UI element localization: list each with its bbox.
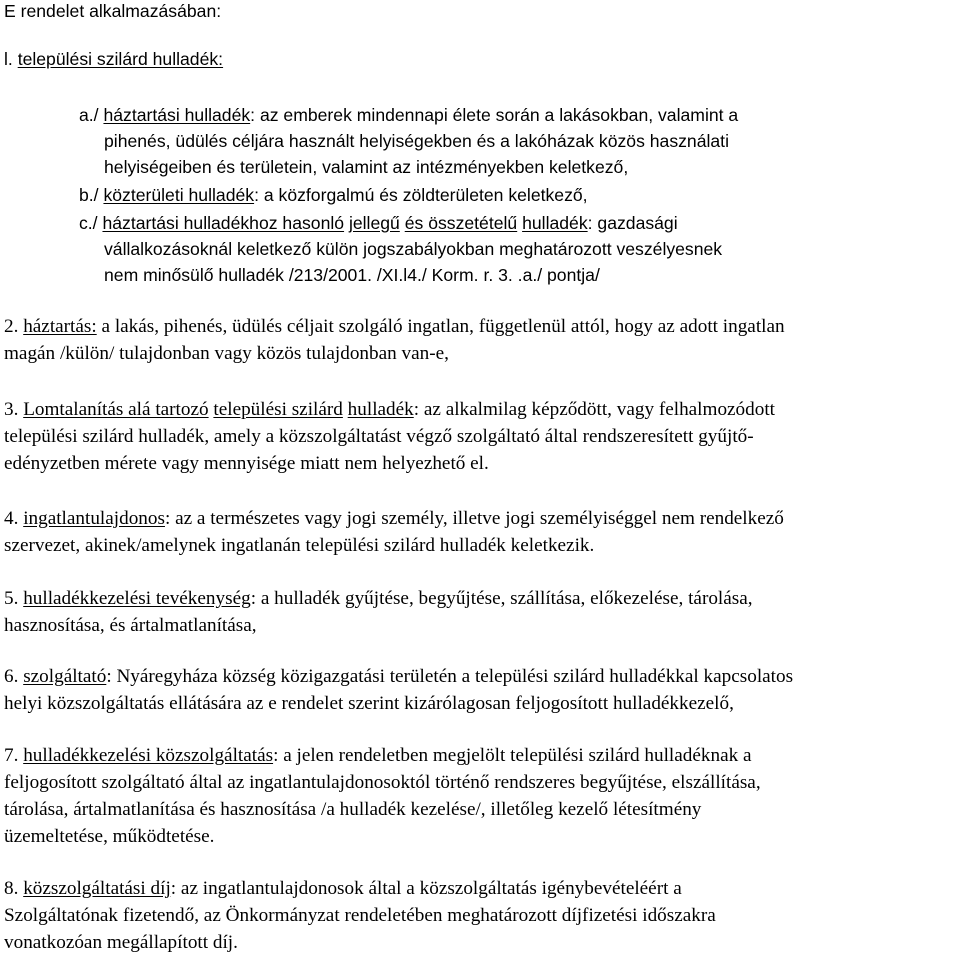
- section-3-term: települési szilárd: [213, 399, 343, 420]
- section-6-text: : Nyáregyháza község közigazgatási területén a települési szilárd hulladékkal kapcsolatos: [106, 666, 794, 687]
- section-6-line-1: [4, 664, 793, 690]
- intro-text: E rendelet alkalmazásában:: [4, 1, 222, 21]
- section-4-term: ingatlantulajdonos: [23, 508, 165, 529]
- section-4-line-1: [4, 506, 784, 532]
- section-5-line-1: [4, 586, 753, 612]
- item-c-term: jellegű: [348, 213, 400, 233]
- section-3-text: települési szilárd hulladék, amely a közszolgáltatást végző szolgáltató által rendszeresített gyűjtő-: [4, 426, 754, 447]
- item-a-line-1: [79, 102, 738, 128]
- section-2-term: háztartás:: [23, 316, 97, 337]
- item-c-text: nem minősülő hulladék /213/2001. /XI.l4./ Korm. r. 3. .a./ pontja/: [104, 265, 600, 285]
- item-a-text: : az emberek mindennapi élete során a lakásokban, valamint a: [250, 105, 739, 125]
- section-6-line-2: [4, 691, 734, 717]
- section-2-line-1: [4, 314, 785, 340]
- item-b-prefix: b./: [79, 185, 99, 205]
- section-3-line-3: [4, 451, 489, 477]
- item-a-term: háztartási hulladék: [103, 105, 251, 125]
- section-7-text: üzemeltetése, működtetése.: [4, 826, 215, 847]
- section-6-text: helyi közszolgáltatás ellátására az e rendelet szerint kizárólagosan feljogosított hulladékkezelő,: [4, 693, 734, 714]
- item-b-text: : a közforgalmú és zöldterületen keletkező,: [254, 185, 588, 205]
- section-7-line-3: [4, 797, 701, 823]
- section-3-line-1: [4, 397, 775, 423]
- item-c-line-1: [79, 210, 678, 236]
- section-4-text: szervezet, akinek/amelynek ingatlanán települési szilárd hulladék keletkezik.: [4, 535, 595, 556]
- section-4-number: 4.: [4, 508, 19, 529]
- section-7-line-2: [4, 770, 761, 796]
- item-a-line-2: [104, 128, 729, 154]
- section-7-line-4: [4, 824, 214, 850]
- section-7-text: : a jelen rendeletben megjelölt települési szilárd hulladéknak a: [273, 745, 752, 766]
- section-3-text: : az alkalmilag képződött, vagy felhalmozódott: [413, 399, 775, 420]
- section-2-text: magán /külön/ tulajdonban vagy közös tulajdonban van-e,: [4, 343, 449, 364]
- item-b-term: közterületi hulladék: [103, 185, 255, 205]
- item-c-line-2: [104, 236, 722, 262]
- section-2-text: a lakás, pihenés, üdülés céljait szolgáló ingatlan, függetlenül attól, hogy az adott ingatlan: [96, 316, 785, 337]
- section-1-heading: [4, 46, 223, 72]
- section-3-term: hulladék: [347, 399, 414, 420]
- section-5-line-2: [4, 613, 257, 639]
- section-5-term: hulladékkezelési tevékenység: [23, 588, 251, 609]
- section-3-text: edényzetben mérete vagy mennyisége miatt nem helyezhető el.: [4, 453, 489, 474]
- section-5-text: hasznosítása, és ártalmatlanítása,: [4, 615, 257, 636]
- item-b-line: [79, 182, 588, 208]
- item-a-prefix: a./: [79, 105, 99, 125]
- section-6-term: szolgáltató: [23, 666, 107, 687]
- item-c-prefix: c./: [79, 213, 98, 233]
- section-7-term: hulladékkezelési közszolgáltatás: [23, 745, 274, 766]
- section-8-term: közszolgáltatási díj: [23, 878, 171, 899]
- section-5-number: 5.: [4, 588, 19, 609]
- item-c-term: és összetételű: [404, 213, 518, 233]
- section-2-line-2: [4, 341, 449, 367]
- item-c-line-3: [104, 262, 600, 288]
- section-4-line-2: [4, 533, 594, 559]
- section-8-text: Szolgáltatónak fizetendő, az Önkormányzat rendeletében meghatározott díjfizetési időszakra: [4, 905, 716, 926]
- section-4-text: : az a természetes vagy jogi személy, illetve jogi személyiséggel nem rendelkező: [164, 508, 784, 529]
- item-c-text: : gazdasági: [587, 213, 678, 233]
- section-8-line-3: [4, 930, 238, 956]
- section-6-number: 6.: [4, 666, 19, 687]
- section-3-number: 3.: [4, 399, 19, 420]
- intro-line: [4, 0, 221, 24]
- section-8-text: : az ingatlantulajdonosok által a közszolgáltatás igénybevételéért a: [170, 878, 682, 899]
- item-a-text: pihenés, üdülés céljára használt helyiségekben és a lakóházak közös használati: [104, 131, 729, 151]
- section-2-number: 2.: [4, 316, 19, 337]
- section-8-line-2: [4, 903, 716, 929]
- section-3-line-2: [4, 424, 754, 450]
- section-8-line-1: [4, 876, 682, 902]
- section-7-text: tárolása, ártalmatlanítása és hasznosítása /a hulladék kezelése/, illetőleg kezelő létesítmény: [4, 799, 702, 820]
- item-c-term: hulladék: [522, 213, 588, 233]
- section-7-number: 7.: [4, 745, 19, 766]
- section-1-number: l.: [4, 49, 13, 69]
- item-c-text: vállalkozásoknál keletkező külön jogszabályokban meghatározott veszélyesnek: [104, 239, 723, 259]
- section-5-text: : a hulladék gyűjtése, begyűjtése, szállítása, előkezelése, tárolása,: [250, 588, 753, 609]
- section-8-text: vonatkozóan megállapított díj.: [4, 932, 238, 953]
- section-7-line-1: [4, 743, 752, 769]
- section-8-number: 8.: [4, 878, 19, 899]
- section-1-title: települési szilárd hulladék:: [17, 49, 224, 69]
- item-c-term: háztartási hulladékhoz hasonló: [102, 213, 345, 233]
- item-a-line-3: [104, 154, 628, 180]
- section-7-text: feljogosított szolgáltató által az ingatlantulajdonosoktól történő rendszeres begyűjtése, elszállítása,: [4, 772, 761, 793]
- item-a-text: helyiségeiben és területein, valamint az intézményekben keletkező,: [104, 157, 629, 177]
- section-3-term: Lomtalanítás alá tartozó: [23, 399, 209, 420]
